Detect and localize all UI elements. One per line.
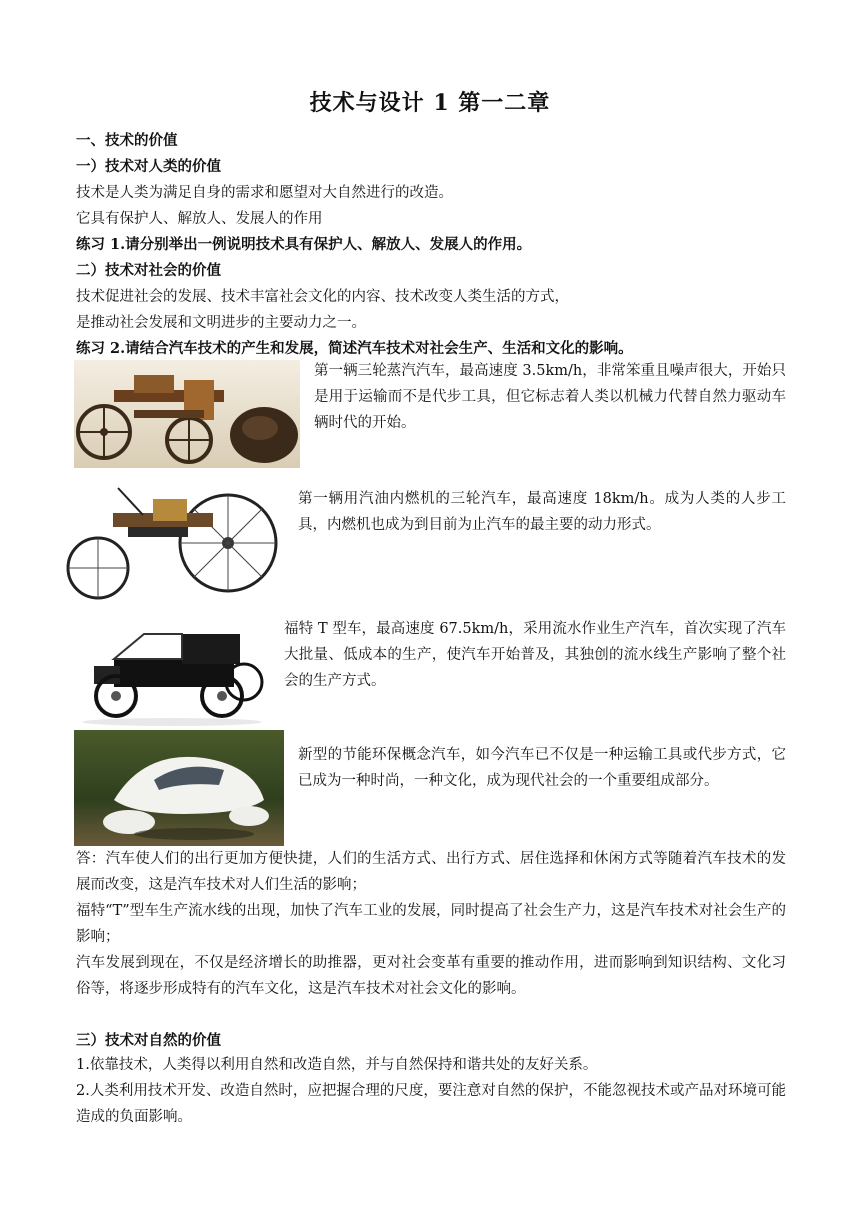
answer-paragraph: 答：汽车使人们的出行更加方便快捷，人们的生活方式、出行方式、居住选择和休闲方式等随着汽车技术的发展而改变，这是汽车技术对人们生活的影响； bbox=[76, 851, 786, 893]
answer-paragraph: 汽车发展到现在，不仅是经济增长的助推器，更对社会变革有重要的推动作用，进而影响到知识结构、文化习俗等，将逐步形成特有的汽车文化，这是汽车技术对社会文化的影响。 bbox=[76, 955, 786, 997]
body-text: 技术促进社会的发展、技术丰富社会文化的内容、技术改变人类生活的方式， bbox=[76, 289, 569, 305]
steam-tricycle-photo bbox=[74, 360, 300, 468]
exercise-text: 练习 1.请分别举出一例说明技术具有保护人、解放人、发展人的作用。 bbox=[76, 236, 532, 253]
car-caption: 第一辆用汽油内燃机的三轮汽车，最高速度 18km/h。成为人类的人步工具，内燃机也成为到目前为止汽车的最主要的动力形式。 bbox=[298, 491, 786, 533]
body-text: 它具有保护人、解放人、发展人的作用 bbox=[76, 211, 323, 227]
answer-paragraph: 福特“T”型车生产流水线的出现，加快了汽车工业的发展，同时提高了社会生产力，这是汽车技术对社会生产的影响； bbox=[76, 903, 786, 945]
car-caption: 新型的节能环保概念汽车，如今汽车已不仅是一种运输工具或代步方式，它已成为一种时尚，一种文化，成为现代社会的一个重要组成部分。 bbox=[298, 747, 786, 789]
page-title: 技术与设计 1 第一二章 bbox=[309, 90, 551, 116]
body-text: 1.依靠技术，人类得以利用自然和改造自然，并与自然保持和谐共处的友好关系。 bbox=[76, 1057, 598, 1073]
body-text: 技术是人类为满足自身的需求和愿望对大自然进行的改造。 bbox=[76, 185, 453, 201]
body-text: 2.人类利用技术开发、改造自然时，应把握合理的尺度，要注意对自然的保护，不能忽视技术或产品对环境可能造成的负面影响。 bbox=[76, 1083, 786, 1125]
benz-motorwagen-photo bbox=[58, 473, 284, 603]
car-caption: 福特 T 型车，最高速度 67.5km/h，采用流水作业生产汽车，首次实现了汽车大批量、低成本的生产，使汽车开始普及，其独创的流水线生产影响了整个社会的生产方式。 bbox=[284, 621, 786, 689]
subsection-heading: 二）技术对社会的价值 bbox=[76, 262, 221, 279]
ford-model-t-photo bbox=[74, 604, 270, 728]
subsection-heading: 三）技术对自然的价值 bbox=[76, 1032, 221, 1049]
concept-car-photo bbox=[74, 730, 284, 846]
exercise-text: 练习 2.请结合汽车技术的产生和发展，简述汽车技术对社会生产、生活和文化的影响。 bbox=[76, 340, 633, 357]
subsection-heading: 一）技术对人类的价值 bbox=[76, 158, 221, 175]
section-heading: 一、技术的价值 bbox=[76, 132, 178, 149]
body-text: 是推动社会发展和文明进步的主要动力之一。 bbox=[76, 315, 366, 331]
car-caption: 第一辆三轮蒸汽汽车，最高速度 3.5km/h，非常笨重且噪声很大，开始只是用于运输而不是代步工具，但它标志着人类以机械力代替自然力驱动车辆时代的开始。 bbox=[314, 363, 786, 431]
